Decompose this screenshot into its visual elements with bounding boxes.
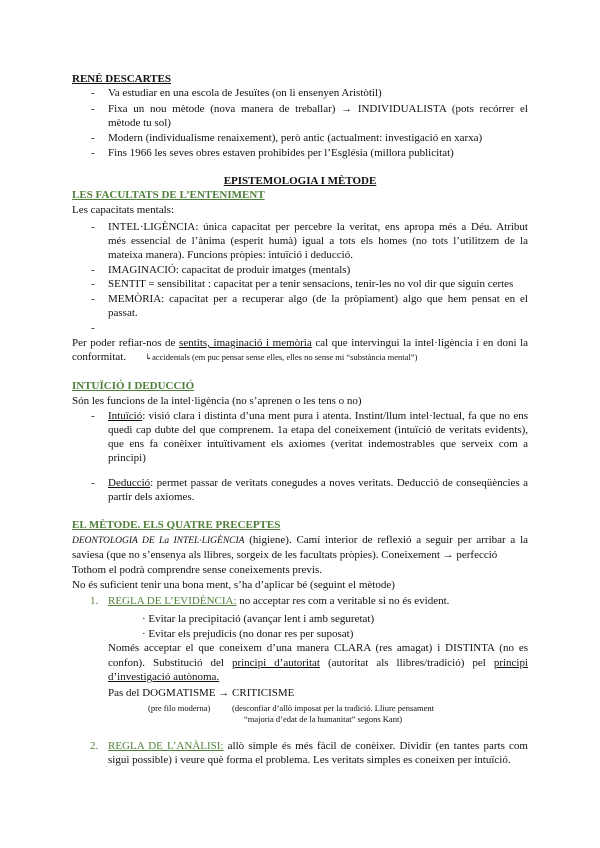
deontologia-term: DEONTOLOGIA DE La INTEL·LIGÈNCIA	[72, 536, 245, 546]
principi-text: principi	[493, 657, 529, 669]
section-title-metode: EL MÈTODE. ELS QUATRE PRECEPTES	[72, 519, 281, 531]
substitucio-line	[108, 656, 528, 670]
deduccio-line-1	[108, 476, 528, 490]
regla-analisi-line-2: sigui possible) i veure què forma el problema. Les veritats simples es coneixen per intuïció.	[108, 754, 511, 766]
descartes-bullet-2: Fixa un nou mètode (nova manera de treballar) → INDIVIDUALISTA (pots recórrer el	[108, 103, 528, 115]
descartes-bullet-3: Modern (individualisme renaixement), però antic (actualment: investigació en xarxa)	[108, 132, 483, 144]
regla-evidencia-title: REGLA DE L’EVIDÈNCIA:	[108, 595, 237, 607]
refiar-text-underlined: sentits, imaginació i memòria	[179, 337, 312, 349]
refiar-text-a: Per poder refiar-nos de	[72, 337, 176, 349]
intuicio-def: : visió clara i distinta d’una ment pura i atenta. Instint/llum intel·lectual, fa que no ens	[142, 410, 528, 422]
investigacio-autonoma: d’investigació autònoma.	[108, 671, 220, 683]
intelligencia-line-2: més essencial de l’ànima (esperit humà) igual a tots els homes (no tots l’utilitzem de la	[108, 235, 528, 247]
accidentals-note: ↳accidentals (em puc pensar sense elles, elles no sense mi “substància mental”)	[145, 352, 418, 362]
bullet-dash: -	[91, 147, 95, 159]
desconfiar-note-2: “majoria d’edat de la humanitat” segons Kant)	[244, 714, 403, 724]
section-title-epistemologia: EPISTEMOLOGIA I MÈTODE	[223, 175, 377, 187]
bullet-dash: -	[91, 221, 95, 233]
bullet-dash: -	[91, 410, 95, 422]
regla-analisi-text: allò simple és més fàcil de conèixer. Dividir (en tantes parts com	[227, 740, 528, 752]
clara-distinta-line: Només acceptar el que coneixem d’una manera CLARA (res amagat) i DISTINTA (no es	[108, 642, 528, 654]
dogmatisme-criticisme: Pas del DOGMATISME → CRITICISME	[108, 687, 295, 699]
substitucio-text-a: confon). Substitució del	[108, 657, 224, 669]
refiar-paragraph-line-1	[72, 336, 528, 350]
bullet-dash: -	[91, 293, 95, 305]
bullet-dash: -	[91, 477, 95, 489]
capacitats-intro: Les capacitats mentals:	[72, 204, 175, 216]
deontologia-def: (higiene). Camí interior de reflexió a seguir per arribar a la	[249, 534, 529, 546]
tothom-line: Tothom el podrà comprendre sense coneixements previs.	[72, 564, 323, 576]
bullet-dash: -	[91, 103, 95, 115]
intuicio-line-1	[108, 409, 528, 423]
conformitat-text: conformitat.	[72, 351, 127, 363]
bullet-dash: -	[91, 264, 95, 276]
memoria-line-1: MEMÒRIA: capacitat per a recuperar algo (de la pròpiament) algo que hem pensat en el	[108, 293, 528, 305]
intelligencia-line-1: INTEL·LIGÈNCIA: única capacitat per percebre la veritat, ens apropa més a Déu. Atribut	[108, 221, 528, 233]
bullet-dash: -	[91, 278, 95, 290]
imaginacio-line: IMAGINACIÓ: capacitat de produir imatges (mentals)	[108, 264, 351, 276]
sentit-line: SENTIT = sensibilitat : capacitat per a tenir sensacions, tenir-les no vol dir que siguin certes	[108, 278, 514, 290]
intuicio-line-4: principi)	[108, 452, 146, 464]
descartes-bullet-4: Fins 1966 les seves obres estaven prohibides per l’Església (millora publicitat)	[108, 147, 454, 159]
pre-filo-moderna: (pre filo moderna)	[148, 703, 211, 713]
intuicio-line-3: que ens fa conèixer intuïtivament els axiomes (veritat indemostrables que serveix com a	[108, 438, 528, 450]
intelligencia-line-3: mateixa manera). Funcions pròpies: intuïció i deducció.	[108, 249, 353, 261]
bullet-dash: -	[91, 132, 95, 144]
suficient-line: No és suficient tenir una bona ment, s’ha d’aplicar bé (seguint el mètode)	[72, 579, 395, 591]
rule-number-1: 1.	[90, 595, 99, 607]
principi-autoritat: principi d’autoritat	[231, 657, 320, 669]
deontologia-line	[72, 533, 528, 547]
subtitle-facultats: LES FACULTATS DE L’ENTENIMENT	[72, 189, 265, 201]
evitar-precipitacio: · Evitar la precipitació (avançar lent i amb seguretat)	[142, 613, 375, 625]
memoria-line-2: passat.	[108, 307, 138, 319]
refiar-text-c: cal que intervingui la intel·ligència i en doni la	[315, 337, 529, 349]
section-title-intuicio-deduccio: INTUÏCIÓ I DEDUCCIÓ	[72, 380, 195, 392]
substitucio-text-c: (autoritat als llibres/tradició) pel	[328, 657, 486, 669]
bullet-dash-empty: -	[91, 322, 95, 334]
desconfiar-note-1: (desconfiar d’allò imposat per la tradició. Lliure pensament	[232, 703, 435, 713]
regla-evidencia-text: no acceptar res com a veritable si no és evident.	[239, 595, 450, 607]
intuicio-term: Intuïció	[108, 410, 143, 422]
section-title-rene-descartes: RENÉ DESCARTES	[72, 73, 171, 85]
intuicio-line-2: quedi cap dubte del que comprenem. 1a etapa del coneixement (intuïció de veritats evidents),	[108, 424, 528, 436]
descartes-bullet-2-cont: mètode tu sol)	[108, 117, 171, 129]
deduccio-line-2: partir dels axiomes.	[108, 491, 195, 503]
saviesa-line: saviesa (que no s’ensenya als llibres, sorgeix de les facultats pròpies). Coneixement → perfecció	[72, 549, 498, 561]
descartes-bullet-1: Va estudiar en una escola de Jesuïtes (on li ensenyen Aristòtil)	[108, 87, 382, 99]
deduccio-term: Deducció	[108, 477, 151, 489]
deduccio-def: : permet passar de veritats conegudes a noves veritats. Deducció de conseqüències a	[150, 477, 528, 489]
regla-analisi-title: REGLA DE L’ANÀLISI:	[108, 740, 224, 752]
evitar-prejudicis: · Evitar els prejudicis (no donar res per suposat)	[142, 628, 354, 640]
regla-analisi-line-1	[108, 739, 528, 753]
funcions-intro: Són les funcions de la intel·ligència (no s’aprenen o les tens o no)	[72, 395, 362, 407]
regla-evidencia-line	[108, 594, 449, 608]
rule-number-2: 2.	[90, 740, 99, 752]
bullet-dash: -	[91, 87, 95, 99]
